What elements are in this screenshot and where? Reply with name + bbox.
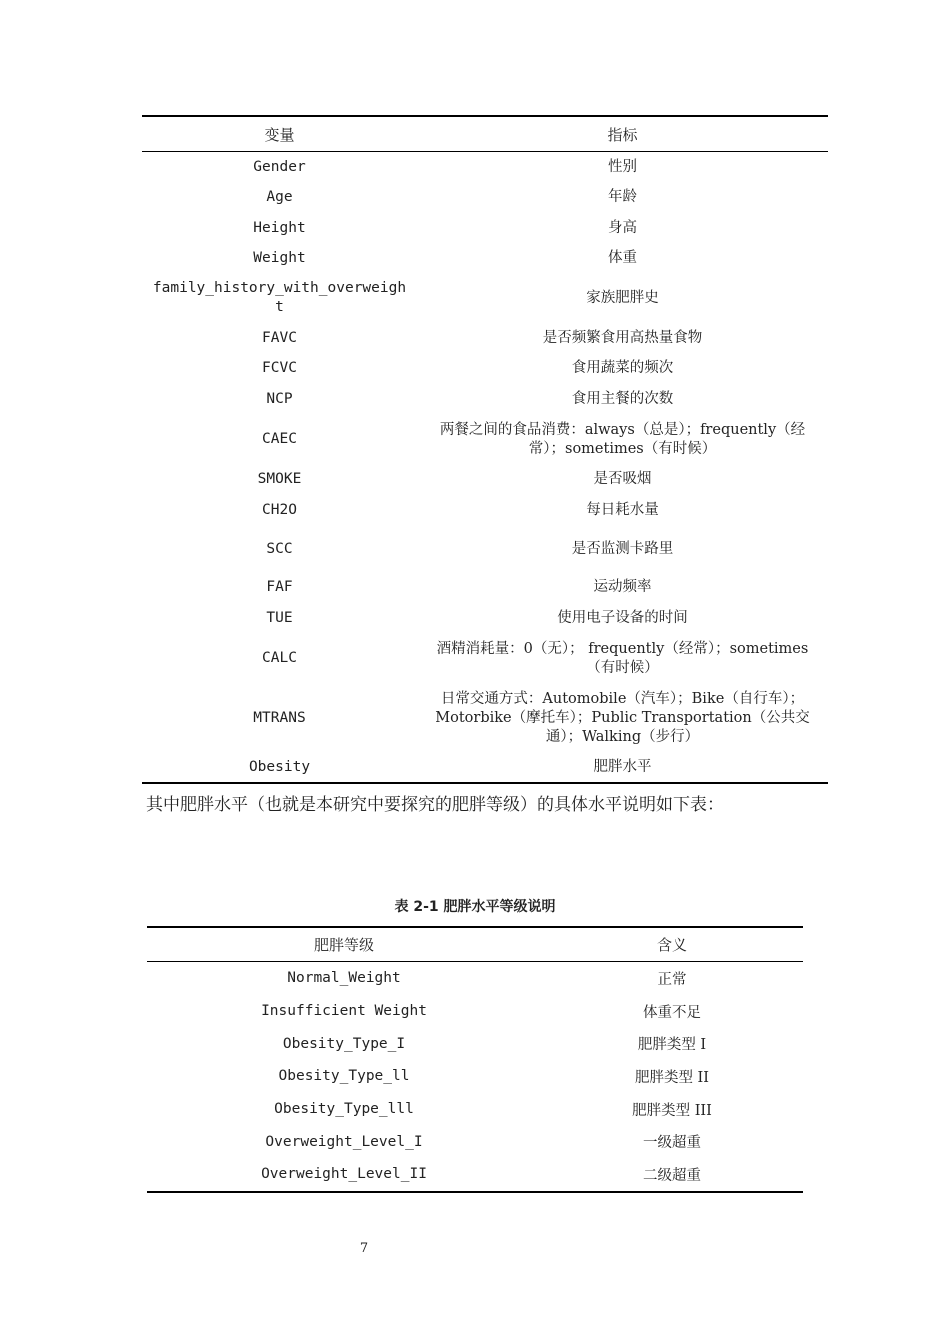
variable-cell: NCP xyxy=(266,390,293,407)
table-row xyxy=(147,1125,803,1158)
indicator-cell: 肥胖水平 xyxy=(417,753,828,783)
variable-cell: CH2O xyxy=(262,501,297,518)
meaning-cell: 正常 xyxy=(657,971,687,988)
meaning-cell: 体重不足 xyxy=(643,1004,701,1021)
table-header-row xyxy=(142,116,828,152)
column-header-level: 肥胖等级 xyxy=(147,927,541,962)
table-row xyxy=(147,1027,803,1060)
page-number: 7 xyxy=(359,1241,369,1256)
table-row xyxy=(142,415,828,465)
body-paragraph: 其中肥胖水平（也就是本研究中要探究的肥胖等级）的具体水平说明如下表： xyxy=(146,795,724,815)
table-row xyxy=(142,274,828,323)
variable-cell: Height xyxy=(253,219,306,236)
column-header-indicator: 指标 xyxy=(417,116,828,152)
meaning-cell: 二级超重 xyxy=(541,1158,803,1192)
indicator-cell: 身高 xyxy=(608,219,637,236)
table-row xyxy=(142,323,828,354)
level-cell: Obesity_Type_ll xyxy=(278,1068,410,1085)
table-row xyxy=(147,1060,803,1093)
level-cell: Overweight_Level_II xyxy=(147,1158,541,1192)
indicator-cell: 每日耗水量 xyxy=(586,501,659,518)
table-row xyxy=(142,213,828,244)
meaning-cell: 一级超重 xyxy=(643,1135,701,1152)
table-row xyxy=(142,152,828,183)
indicator-cell: 食用蔬菜的频次 xyxy=(571,360,674,376)
variable-cell: Obesity xyxy=(142,753,417,783)
table-row xyxy=(147,1158,803,1192)
level-cell: Insufficient Weight xyxy=(261,1003,427,1020)
variable-cell: Age xyxy=(266,189,293,205)
meaning-cell: 肥胖类型 III xyxy=(632,1102,712,1119)
indicator-cell: 性别 xyxy=(608,158,637,175)
table-row xyxy=(147,1093,803,1126)
obesity-levels-table xyxy=(147,926,803,1193)
meaning-cell: 肥胖类型 II xyxy=(634,1069,710,1086)
indicator-cell: 体重 xyxy=(608,250,637,266)
table-row xyxy=(142,384,828,415)
variable-cell: MTRANS xyxy=(253,709,306,726)
variable-cell: Gender xyxy=(253,158,306,175)
variable-cell: SCC xyxy=(266,540,293,557)
level-cell: Overweight_Level_I xyxy=(265,1133,423,1150)
level-cell: Normal_Weight xyxy=(287,970,401,987)
indicator-cell: 是否频繁食用高热量食物 xyxy=(542,329,703,346)
indicator-cell: 两餐之间的食品消费：always（总是）；frequently（经常）；sometimes（有时候） xyxy=(439,421,806,457)
level-cell: Obesity_Type_I xyxy=(282,1035,406,1052)
variable-cell: CAEC xyxy=(262,431,297,447)
table-row xyxy=(147,995,803,1028)
variable-cell: FCVC xyxy=(262,360,297,376)
table-row xyxy=(142,495,828,526)
table-header-row xyxy=(147,927,803,962)
meaning-cell: 肥胖类型 I xyxy=(637,1037,707,1054)
variable-cell: SMOKE xyxy=(257,471,302,487)
column-header-variable: 变量 xyxy=(142,116,417,152)
table-row xyxy=(142,573,828,603)
level-cell: Obesity_Type_lll xyxy=(274,1101,414,1118)
variable-cell: family_history_with_overweigh t xyxy=(152,280,407,315)
indicator-cell: 食用主餐的次数 xyxy=(571,390,674,407)
indicator-cell: 家族肥胖史 xyxy=(586,289,659,306)
table-row xyxy=(142,603,828,634)
variable-cell: CALC xyxy=(262,650,297,666)
table-row xyxy=(142,465,828,495)
table-row xyxy=(142,634,828,684)
indicator-cell: 是否监测卡路里 xyxy=(571,540,674,557)
variable-cell: Weight xyxy=(253,250,306,266)
table-row xyxy=(142,354,828,384)
table-row xyxy=(142,183,828,213)
variable-cell: TUE xyxy=(266,609,293,626)
table-row xyxy=(147,962,803,995)
indicator-cell: 运动频率 xyxy=(593,579,652,595)
indicator-cell: 日常交通方式：Automobile（汽车）；Bike（自行车）；Motorbike（摩托车）；Public Transportation（公共交通）；Walking（步行） xyxy=(435,690,810,745)
table-row xyxy=(142,684,828,753)
variable-cell: FAF xyxy=(266,579,293,595)
indicator-cell: 酒精消耗量：0（无）； frequently（经常）；sometimes（有时候） xyxy=(436,640,809,676)
column-header-meaning: 含义 xyxy=(541,927,803,962)
indicator-cell: 使用电子设备的时间 xyxy=(557,609,688,626)
indicator-cell: 年龄 xyxy=(608,189,637,205)
table-row xyxy=(142,526,828,573)
indicator-cell: 是否吸烟 xyxy=(593,471,652,487)
table-row xyxy=(142,753,828,783)
table-caption: 表 2-1 肥胖水平等级说明 xyxy=(394,899,556,915)
variables-table xyxy=(142,115,828,784)
table-row xyxy=(142,244,828,274)
variable-cell: FAVC xyxy=(262,329,297,346)
